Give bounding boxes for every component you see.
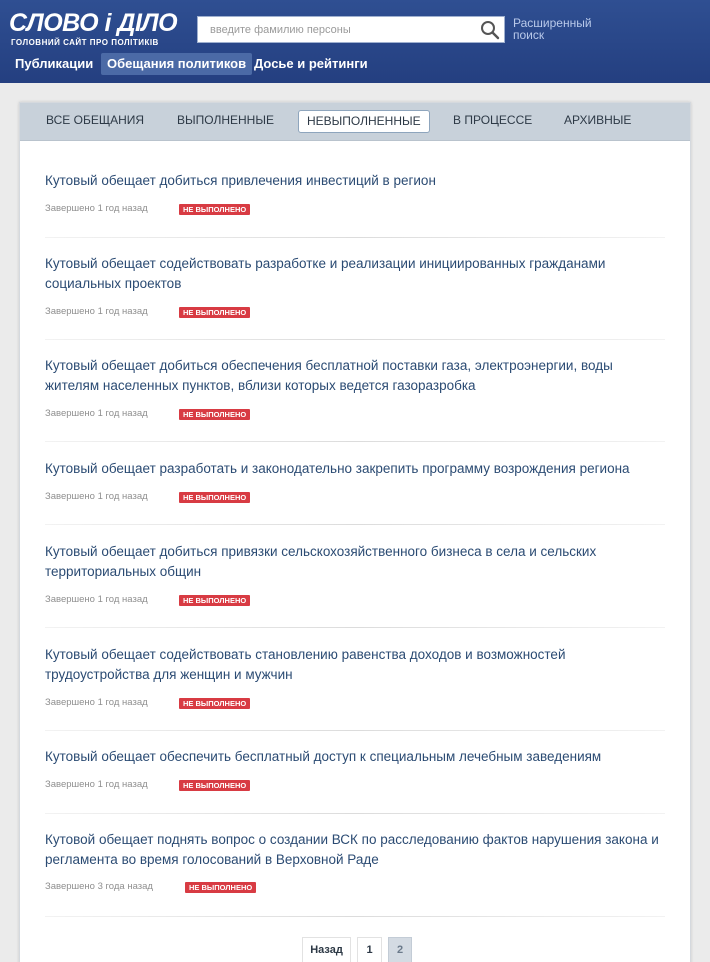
status-badge: НЕ ВЫПОЛНЕНО <box>179 307 250 318</box>
divider <box>45 730 665 731</box>
promise-date: Завершено 3 года назад <box>45 881 153 892</box>
tab-fulfilled[interactable]: ВЫПОЛНЕННЫЕ <box>177 113 274 127</box>
tab-unfulfilled[interactable]: НЕВЫПОЛНЕННЫЕ <box>298 110 430 133</box>
tab-in-progress[interactable]: В ПРОЦЕССЕ <box>453 113 533 127</box>
site-header <box>0 0 710 83</box>
promise-title-link[interactable]: Кутовый обещает добиться привлечения инвестиций в регион <box>45 173 436 188</box>
search-input[interactable] <box>198 17 468 42</box>
promise-date: Завершено 1 год назад <box>45 697 148 708</box>
advanced-search-link[interactable]: Расширенный поиск <box>513 16 592 42</box>
nav-item-promises[interactable]: Обещания политиков <box>101 53 252 75</box>
nav-item-publications[interactable]: Публикации <box>15 56 94 71</box>
promise-title-link[interactable]: Кутовый обещает добиться привязки сельскохозяйственного бизнеса в села и сельских территориальных общин <box>45 544 597 579</box>
promise-date: Завершено 1 год назад <box>45 203 148 214</box>
promise-date: Завершено 1 год назад <box>45 491 148 502</box>
divider <box>45 627 665 628</box>
promise-title-link[interactable]: Кутовый обещает обеспечить бесплатный доступ к специальным лечебным заведениям <box>45 749 602 764</box>
logo-tagline: ГОЛОВНИЙ САЙТ ПРО ПОЛІТИКІВ <box>11 38 159 47</box>
pagination-back-button[interactable]: Назад <box>302 937 351 962</box>
nav-item-dossier[interactable]: Досье и рейтинги <box>254 56 368 71</box>
promises-panel <box>19 102 691 962</box>
search-icon[interactable] <box>480 20 500 40</box>
status-badge: НЕ ВЫПОЛНЕНО <box>179 698 250 709</box>
filter-tabs <box>20 103 690 141</box>
promise-title-link[interactable]: Кутовый обещает содействовать разработке и реализации инициированных гражданами социальных проектов <box>45 256 606 291</box>
promise-date: Завершено 1 год назад <box>45 408 148 419</box>
pagination-page-1[interactable]: 1 <box>357 937 382 962</box>
status-badge: НЕ ВЫПОЛНЕНО <box>179 780 250 791</box>
divider <box>45 339 665 340</box>
divider <box>45 441 665 442</box>
search-box <box>197 16 505 43</box>
logo-text: СЛОВО і ДІЛО <box>9 9 178 37</box>
tab-archived[interactable]: АРХИВНЫЕ <box>564 113 632 127</box>
promise-date: Завершено 1 год назад <box>45 306 148 317</box>
tab-all[interactable]: ВСЕ ОБЕЩАНИЯ <box>46 113 145 127</box>
status-badge: НЕ ВЫПОЛНЕНО <box>179 204 250 215</box>
site-logo[interactable] <box>9 9 178 47</box>
status-badge: НЕ ВЫПОЛНЕНО <box>179 492 250 503</box>
status-badge: НЕ ВЫПОЛНЕНО <box>179 595 250 606</box>
divider <box>45 813 665 814</box>
promise-date: Завершено 1 год назад <box>45 594 148 605</box>
promise-title-link[interactable]: Кутовый обещает добиться обеспечения бесплатной поставки газа, электроэнергии, воды жителям населенных пунктов, вблизи которых ведется газоразробка <box>45 358 613 393</box>
divider <box>45 916 665 917</box>
promise-title-link[interactable]: Кутовый обещает разработать и законодательно закрепить программу возрождения региона <box>45 461 630 476</box>
promise-title-link[interactable]: Кутовой обещает поднять вопрос о создании ВСК по расследованию фактов нарушения закона и регламента во время голосований в Верховной Раде <box>45 832 659 867</box>
promise-date: Завершено 1 год назад <box>45 779 148 790</box>
promise-title-link[interactable]: Кутовый обещает содействовать становлению равенства доходов и возможностей трудоустройства для женщин и мужчин <box>45 647 566 682</box>
pagination-page-2[interactable]: 2 <box>388 937 412 962</box>
status-badge: НЕ ВЫПОЛНЕНО <box>185 882 256 893</box>
divider <box>45 237 665 238</box>
status-badge: НЕ ВЫПОЛНЕНО <box>179 409 250 420</box>
divider <box>45 524 665 525</box>
